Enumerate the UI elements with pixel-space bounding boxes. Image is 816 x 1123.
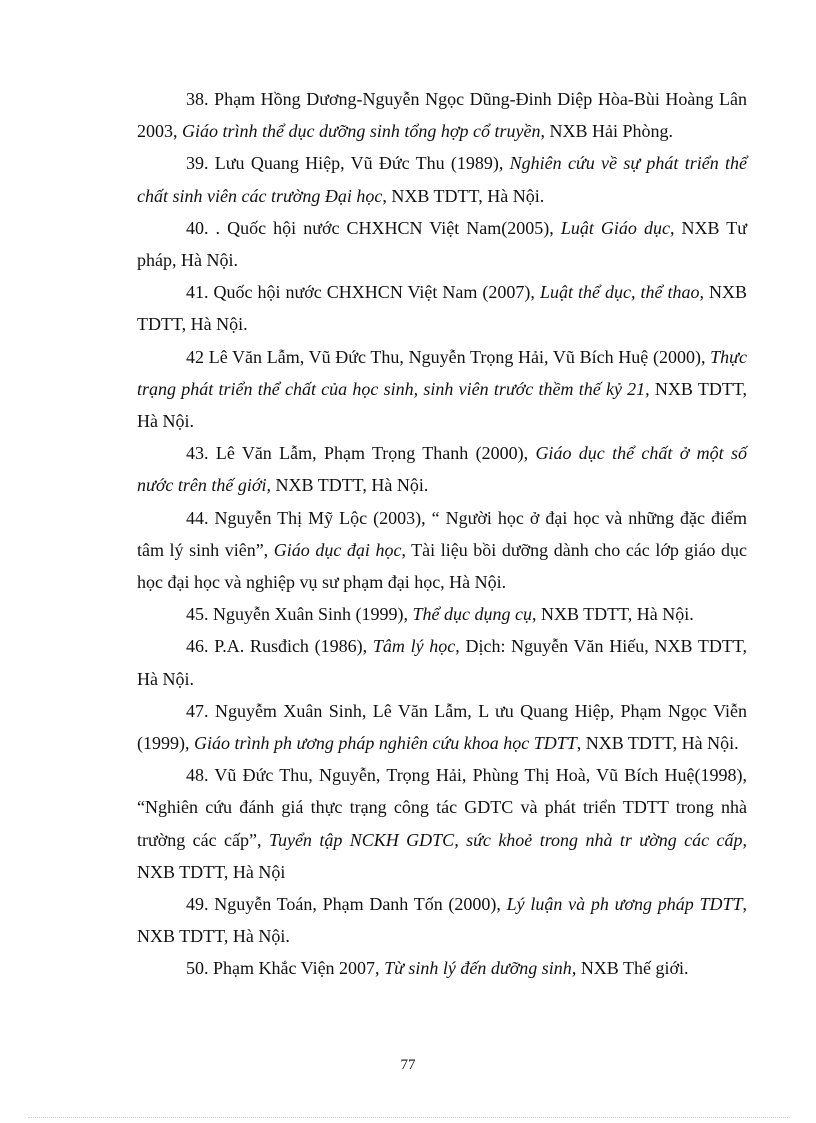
reference-publisher: , Tài liệu bồi dưỡng dành cho các lớp giáo dục học đại học và nghiệp vụ sư phạm đại học, Hà Nội.	[137, 539, 747, 593]
footer-divider	[28, 1117, 788, 1118]
reference-title: Từ sinh lý đến dưỡng sinh	[384, 958, 572, 979]
reference-publisher: , NXB TDTT, Hà Nội.	[531, 604, 694, 625]
reference-title: Lý luận và ph ương pháp TDTT	[506, 894, 743, 915]
reference-title: Luật Giáo dục	[560, 217, 670, 238]
reference-publisher: , NXB Thế giới.	[571, 958, 689, 979]
reference-authors: 46. P.A. Rusđich (1986),	[186, 636, 373, 657]
reference-entry	[137, 276, 747, 340]
reference-entry	[137, 341, 747, 438]
reference-authors: 39. Lưu Quang Hiệp, Vũ Đức Thu (1989),	[186, 153, 510, 174]
reference-entry	[137, 952, 747, 984]
reference-authors: 43. Lê Văn Lẫm, Phạm Trọng Thanh (2000),	[186, 443, 536, 464]
reference-publisher: , NXB TDTT, Hà Nội.	[576, 733, 739, 754]
reference-authors: 48. Vũ Đức Thu, Nguyễn, Trọng Hải, Phùng Thị Hoà, Vũ Bích Huệ(1998), “Nghiên cứu đánh giá thực trạng công tác GDTC và phát triển TDTT trong nhà trường các cấp”,	[137, 765, 747, 850]
reference-authors: 44. Nguyễn Thị Mỹ Lộc (2003), “ Người học ở đại học và những đặc điểm tâm lý sinh viên”,	[137, 507, 747, 560]
reference-publisher: , NXB TDTT, Hà Nội.	[382, 185, 545, 206]
reference-entry	[137, 630, 747, 694]
reference-publisher: , NXB TDTT, Hà Nội	[137, 829, 747, 882]
reference-title: Nghiên cứu về sự phát triển thể chất sinh viên các trường Đại học	[137, 153, 748, 206]
page-number: 77	[400, 1057, 416, 1073]
reference-title: Tuyển tập NCKH GDTC, sức khoẻ trong nhà tr ường các cấp	[268, 829, 743, 850]
reference-authors: 49. Nguyễn Toán, Phạm Danh Tốn (2000),	[186, 894, 507, 915]
reference-authors: 47. Nguyễm Xuân Sinh, Lê Văn Lẫm, L ưu Quang Hiệp, Phạm Ngọc Viễn (1999),	[137, 700, 747, 754]
reference-authors: 50. Phạm Khắc Viện 2007,	[186, 958, 385, 979]
reference-title: Luật thể dục, thể thao,	[539, 282, 704, 303]
reference-entry	[137, 695, 747, 759]
reference-list	[137, 83, 747, 985]
reference-entry	[137, 888, 747, 952]
reference-title: Thực trạng phát triển thể chất của học sinh, sinh viên trước thềm thế kỷ 21,	[137, 346, 747, 399]
reference-publisher: NXB TDTT, Hà Nội.	[137, 378, 747, 432]
reference-authors: 45. Nguyễn Xuân Sinh (1999),	[186, 604, 413, 625]
reference-authors: 38. Phạm Hồng Dương-Nguyễn Ngọc Dũng-Đinh Diệp Hòa-Bùi Hoàng Lân 2003,	[137, 89, 747, 142]
reference-entry	[137, 502, 747, 599]
reference-entry	[137, 437, 747, 501]
reference-entry	[137, 212, 747, 276]
reference-publisher: , NXB Tư pháp, Hà Nội.	[137, 217, 747, 271]
reference-entry	[137, 598, 747, 630]
reference-title: Giáo trình thể dục dưỡng sinh tổng hợp cổ truyền	[182, 121, 541, 142]
reference-title: Giáo dục thể chất ở một số nước trên thế giới,	[137, 443, 747, 496]
reference-publisher: , NXB Hải Phòng.	[540, 121, 674, 142]
reference-title: Thể dục dụng cụ	[412, 604, 532, 625]
reference-title: Tâm lý học	[372, 636, 456, 657]
reference-publisher: NXB TDTT, Hà Nội.	[137, 282, 748, 335]
reference-title: Giáo trình ph ương pháp nghiên cứu khoa học TDTT	[194, 733, 577, 754]
reference-publisher: , NXB TDTT, Hà Nội.	[137, 894, 747, 947]
reference-authors: 40. . Quốc hội nước CHXHCN Việt Nam(2005),	[186, 217, 561, 238]
reference-publisher: , Dịch: Nguyễn Văn Hiếu, NXB TDTT, Hà Nội.	[137, 636, 747, 689]
reference-entry	[137, 759, 747, 888]
reference-authors: 41. Quốc hội nước CHXHCN Việt Nam (2007),	[186, 282, 540, 303]
reference-entry	[137, 83, 747, 147]
reference-entry	[137, 147, 747, 211]
reference-publisher: NXB TDTT, Hà Nội.	[271, 475, 429, 496]
reference-title: Giáo dục đại học	[273, 539, 402, 560]
reference-authors: 42 Lê Văn Lẫm, Vũ Đức Thu, Nguyễn Trọng Hải, Vũ Bích Huệ (2000),	[186, 346, 711, 367]
